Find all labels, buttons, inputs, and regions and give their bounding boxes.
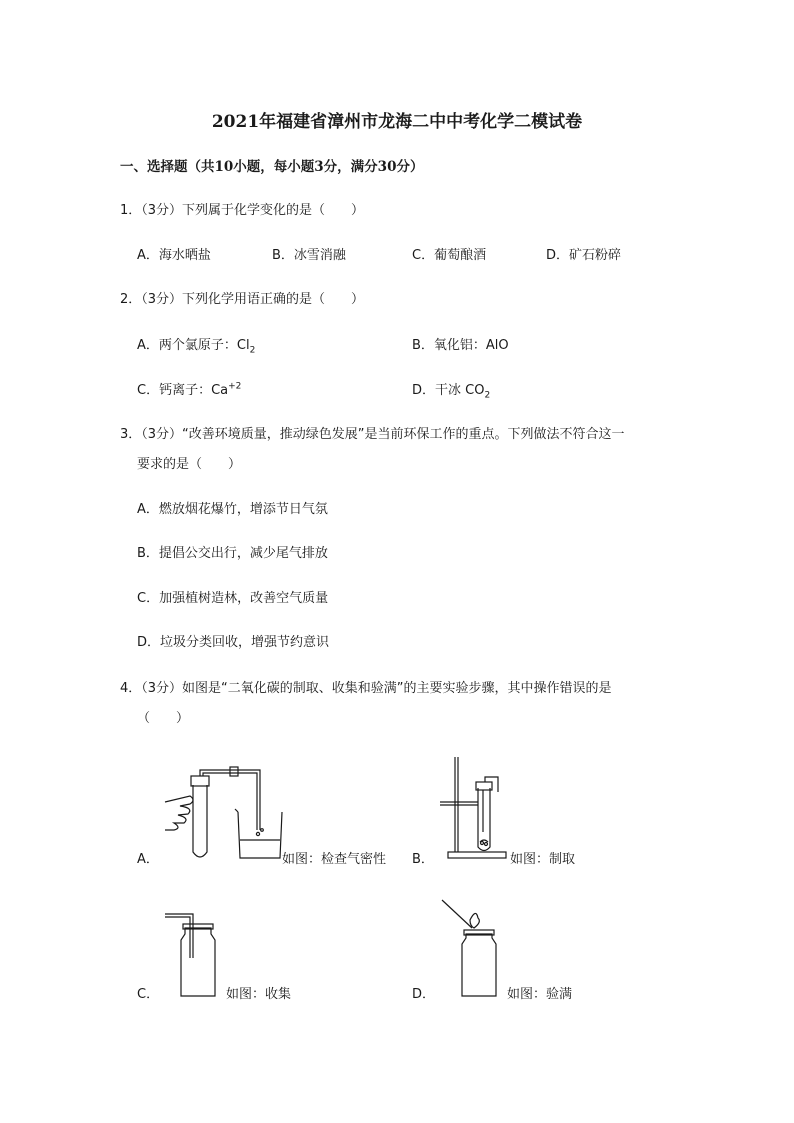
question-4-option-a-label: A． xyxy=(137,852,159,867)
option-a-text: A．两个氯原子：Cl xyxy=(137,338,250,353)
question-1-option-c: C．葡萄酿酒 xyxy=(412,248,487,263)
question-1-option-b: B．冰雪消融 xyxy=(272,248,346,263)
question-4-option-b-label: B． xyxy=(412,852,434,867)
question-3-stem-line2: 要求的是（ ） xyxy=(137,457,242,472)
question-3-option-c: C．加强植树造林，改善空气质量 xyxy=(137,591,329,606)
figure-gas-production xyxy=(440,752,515,864)
question-1-stem: 1．（3分）下列属于化学变化的是（ ） xyxy=(120,203,365,218)
option-c-superscript: +2 xyxy=(228,381,242,392)
section-heading: 一、选择题（共10小题，每小题3分，满分30分） xyxy=(120,159,424,175)
question-2-option-c xyxy=(137,382,241,400)
question-2-option-a xyxy=(137,337,255,355)
question-1-option-a: A．海水晒盐 xyxy=(137,248,211,263)
question-3-stem-line1: 3．（3分）“改善环境质量，推动绿色发展”是当前环保工作的重点。下列做法不符合这一 xyxy=(120,427,625,442)
question-2-option-d xyxy=(412,382,490,400)
question-4-stem-line1: 4．（3分）如图是“二氧化碳的制取、收集和验满”的主要实验步骤，其中操作错误的是 xyxy=(120,681,612,696)
option-d-subscript: 2 xyxy=(484,390,491,401)
question-4-option-c-caption: 如图：收集 xyxy=(226,987,292,1002)
question-2-option-b: B．氧化铝：AlO xyxy=(412,338,509,353)
question-3-option-a: A．燃放烟花爆竹，增添节日气氛 xyxy=(137,502,328,517)
question-4-option-b-caption: 如图：制取 xyxy=(510,852,576,867)
figure-gas-collection xyxy=(165,908,230,1000)
question-3-option-b: B．提倡公交出行，减少尾气排放 xyxy=(137,546,328,561)
option-c-text: C．钙离子：Ca xyxy=(137,383,229,398)
question-4-option-c-label: C． xyxy=(137,987,160,1002)
question-4-option-d-caption: 如图：验满 xyxy=(507,987,573,1002)
question-2-stem: 2．（3分）下列化学用语正确的是（ ） xyxy=(120,292,365,307)
figure-gas-full-check xyxy=(442,898,508,1000)
question-4-stem-line2: （ ） xyxy=(137,711,190,726)
option-d-text: D．干冰 CO xyxy=(412,383,485,398)
question-4-option-a-caption: 如图：检查气密性 xyxy=(282,852,387,867)
question-3-option-d: D．垃圾分类回收，增强节约意识 xyxy=(137,635,330,650)
question-1-option-d: D．矿石粉碎 xyxy=(546,248,622,263)
question-4-option-d-label: D． xyxy=(412,987,436,1002)
figure-airtightness-check xyxy=(160,760,285,870)
option-a-subscript: 2 xyxy=(249,345,256,356)
page-title: 2021年福建省漳州市龙海二中中考化学二模试卷 xyxy=(211,112,583,132)
